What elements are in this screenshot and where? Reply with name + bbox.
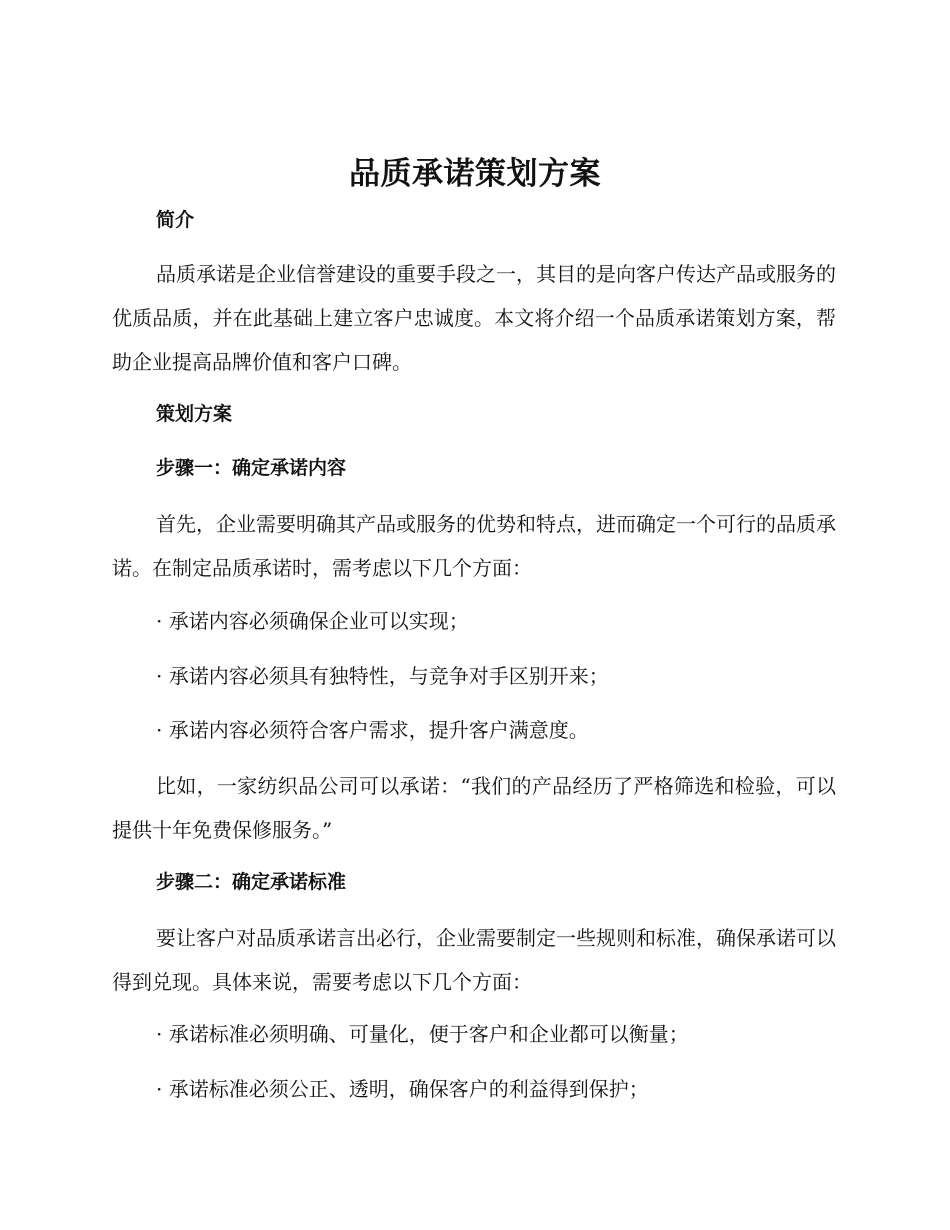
intro-paragraph: 品质承诺是企业信誉建设的重要手段之一，其目的是向客户传达产品或服务的优质品质，并在此基础上建立客户忠诚度。本文将介绍一个品质承诺策划方案，帮助企业提高品牌价值和客户口碑。 xyxy=(112,262,836,374)
step2-heading: 步骤二：确定承诺标准 xyxy=(156,871,347,893)
step1-example: 比如，一家纺织品公司可以承诺：“我们的产品经历了严格筛选和检验，可以提供十年免费保修服务。” xyxy=(112,774,836,842)
step1-heading: 步骤一：确定承诺内容 xyxy=(156,457,347,479)
intro-heading: 简介 xyxy=(156,209,195,231)
step2-bullet-2: · 承诺标准必须公正、透明，确保客户的利益得到保护； xyxy=(156,1077,649,1101)
step2-bullet-1: · 承诺标准必须明确、可量化，便于客户和企业都可以衡量； xyxy=(156,1022,689,1046)
document-title: 品质承诺策划方案 xyxy=(349,156,601,192)
step1-bullet-3: · 承诺内容必须符合客户需求，提升客户满意度。 xyxy=(156,718,589,742)
step1-bullet-1: · 承诺内容必须确保企业可以实现； xyxy=(156,609,469,633)
plan-heading: 策划方案 xyxy=(156,403,233,425)
step2-paragraph: 要让客户对品质承诺言出必行，企业需要制定一些规则和标准，确保承诺可以得到兑现。具体来说，需要考虑以下几个方面： xyxy=(112,926,836,994)
step1-paragraph: 首先，企业需要明确其产品或服务的优势和特点，进而确定一个可行的品质承诺。在制定品质承诺时，需考虑以下几个方面： xyxy=(112,512,836,580)
step1-bullet-2: · 承诺内容必须具有独特性，与竞争对手区别开来； xyxy=(156,664,609,688)
